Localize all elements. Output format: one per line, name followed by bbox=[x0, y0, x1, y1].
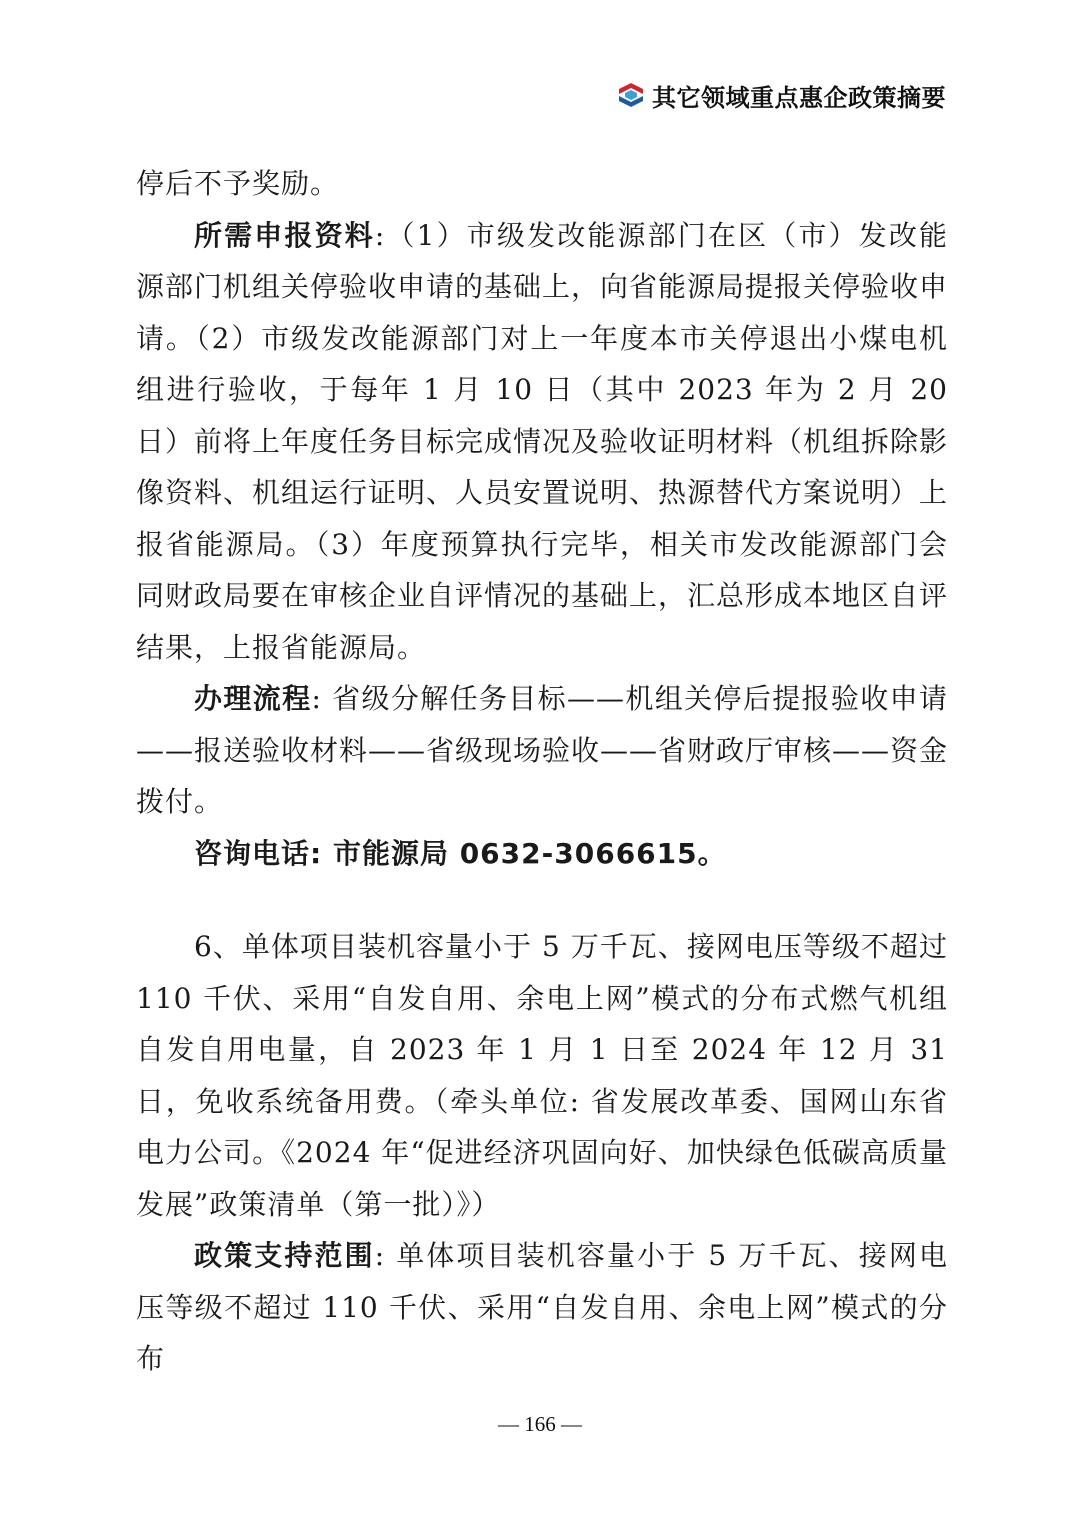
paragraph-contact: 咨询电话: 市能源局 0632-3066615。 bbox=[194, 836, 727, 870]
paragraph-text: :（1）市级发改能源部门在区（市）发改能源部门机组关停验收申请的基础上，向省能源局提报关停验收申请。（2）市级发改能源部门对上一年度本市关停退出小煤电机组进行验收，于每年 1 月 10 日（其中 2023 年为 2 月 20 日）前将上年度任务目标完成情况及验收证明材料（机组拆除影像资料、机组运行证明、人员安置说明、热源替代方案说明）上报省能源局。（3）年度预算执行完毕，相关市发改能源部门会同财政局要在审核企业自评情况的基础上，汇总形成本地区自评结果，上报省能源局。 bbox=[136, 218, 949, 664]
document-body bbox=[136, 158, 948, 1385]
section-label: 办理流程 bbox=[194, 682, 312, 715]
paragraph-continuation: 停后不予奖励。 bbox=[136, 167, 340, 200]
section-label: 所需申报资料 bbox=[194, 218, 375, 252]
paragraph-process bbox=[136, 673, 948, 828]
brand-logo-icon bbox=[616, 80, 646, 110]
paragraph-text: : 单体项目装机容量小于 5 万千瓦、接网电压等级不超过 110 千伏、采用“自发自用、余电上网”模式的分布 bbox=[136, 1239, 948, 1375]
header-title: 其它领域重点惠企政策摘要 bbox=[652, 83, 946, 112]
paragraph-text: : 省级分解任务目标——机组关停后提报验收申请——报送验收材料——省级现场验收——省财政厅审核——资金拨付。 bbox=[136, 682, 949, 818]
page-number: — 166 — bbox=[498, 1412, 582, 1436]
paragraph-required-materials bbox=[136, 210, 948, 674]
section-label: 政策支持范围 bbox=[194, 1239, 375, 1272]
page-header bbox=[616, 74, 946, 116]
paragraph-policy-item: 6、单体项目装机容量小于 5 万千瓦、接网电压等级不超过 110 千伏、采用“自发自用、余电上网”模式的分布式燃气机组自发自用电量，自 2023 年 1 月 1 日至 2024 年 12 月 31 日，免收系统备用费。（牵头单位: 省发展改革委、国网山东省电力公司。《2024 年“促进经济巩固向好、加快绿色低碳高质量发展”政策清单（第一批）》） bbox=[136, 930, 948, 1221]
paragraph-gap bbox=[136, 879, 948, 921]
paragraph-support-scope bbox=[136, 1230, 948, 1385]
